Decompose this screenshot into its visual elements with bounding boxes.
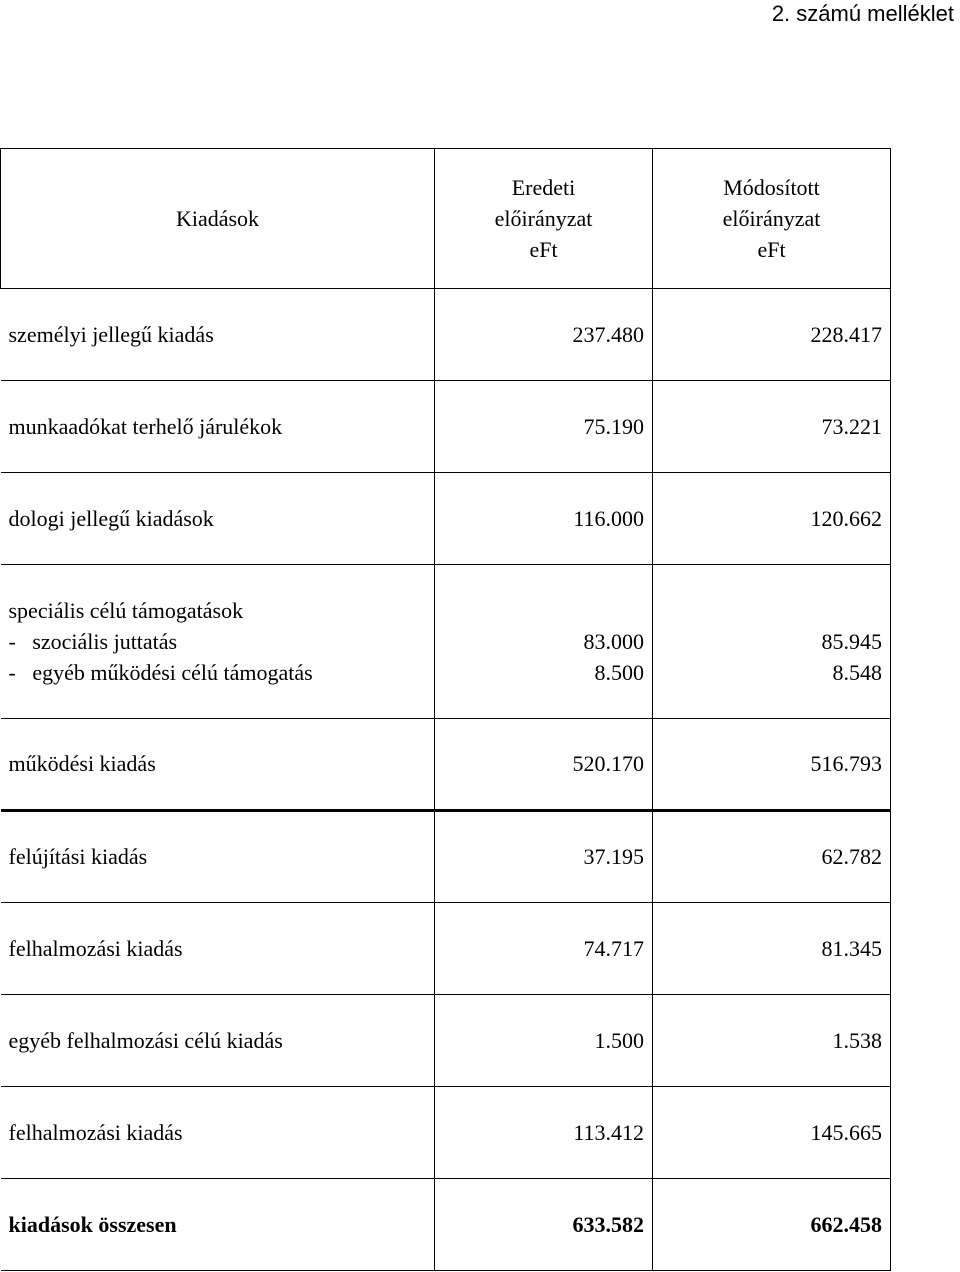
original-value: 237.480 <box>435 289 653 381</box>
sub-original-value: 8.500 <box>594 660 644 685</box>
table-row <box>1 811 891 903</box>
table-row <box>1 995 891 1087</box>
modified-value: 1.538 <box>653 995 891 1087</box>
expenditure-table <box>0 148 891 1271</box>
original-value: 116.000 <box>435 473 653 565</box>
modified-value <box>653 565 891 719</box>
table-header-row <box>1 149 891 289</box>
modified-value: 120.662 <box>653 473 891 565</box>
row-label: egyéb felhalmozási célú kiadás <box>1 995 435 1087</box>
sub-item-label: - egyéb működési célú támogatás <box>8 660 313 685</box>
row-label: felhalmozási kiadás <box>1 1087 435 1179</box>
table-row <box>1 473 891 565</box>
original-value: 75.190 <box>435 381 653 473</box>
modified-value: 81.345 <box>653 903 891 995</box>
total-label: kiadások összesen <box>1 1179 435 1271</box>
original-value: 113.412 <box>435 1087 653 1179</box>
original-value <box>435 565 653 719</box>
sub-modified-value: 85.945 <box>821 629 882 654</box>
header-original-appropriation: Eredeti előirányzat eFt <box>435 149 653 289</box>
modified-value: 62.782 <box>653 811 891 903</box>
row-label: működési kiadás <box>1 719 435 811</box>
row-label: személyi jellegű kiadás <box>1 289 435 381</box>
annex-label: 2. számú melléklet <box>771 1 954 26</box>
row-label: munkaadókat terhelő járulékok <box>1 381 435 473</box>
row-label: felújítási kiadás <box>1 811 435 903</box>
original-value: 74.717 <box>435 903 653 995</box>
table-row <box>1 381 891 473</box>
row-label: dologi jellegű kiadások <box>1 473 435 565</box>
modified-value: 73.221 <box>653 381 891 473</box>
original-value: 1.500 <box>435 995 653 1087</box>
sub-original-value: 83.000 <box>583 629 644 654</box>
sub-item-label: - szociális juttatás <box>8 629 178 654</box>
modified-value: 145.665 <box>653 1087 891 1179</box>
header-expenditures: Kiadások <box>1 149 435 289</box>
total-original-value: 633.582 <box>435 1179 653 1271</box>
table-row <box>1 903 891 995</box>
row-label <box>1 565 435 719</box>
total-row <box>1 1179 891 1271</box>
table-row <box>1 565 891 719</box>
sub-modified-value: 8.548 <box>832 660 882 685</box>
total-modified-value: 662.458 <box>653 1179 891 1271</box>
original-value: 520.170 <box>435 719 653 811</box>
modified-value: 516.793 <box>653 719 891 811</box>
table-row <box>1 719 891 811</box>
group-label: speciális célú támogatások <box>8 598 244 623</box>
modified-value: 228.417 <box>653 289 891 381</box>
original-value: 37.195 <box>435 811 653 903</box>
table-row <box>1 1087 891 1179</box>
table-row <box>1 289 891 381</box>
header-modified-appropriation: Módosított előirányzat eFt <box>653 149 891 289</box>
row-label: felhalmozási kiadás <box>1 903 435 995</box>
